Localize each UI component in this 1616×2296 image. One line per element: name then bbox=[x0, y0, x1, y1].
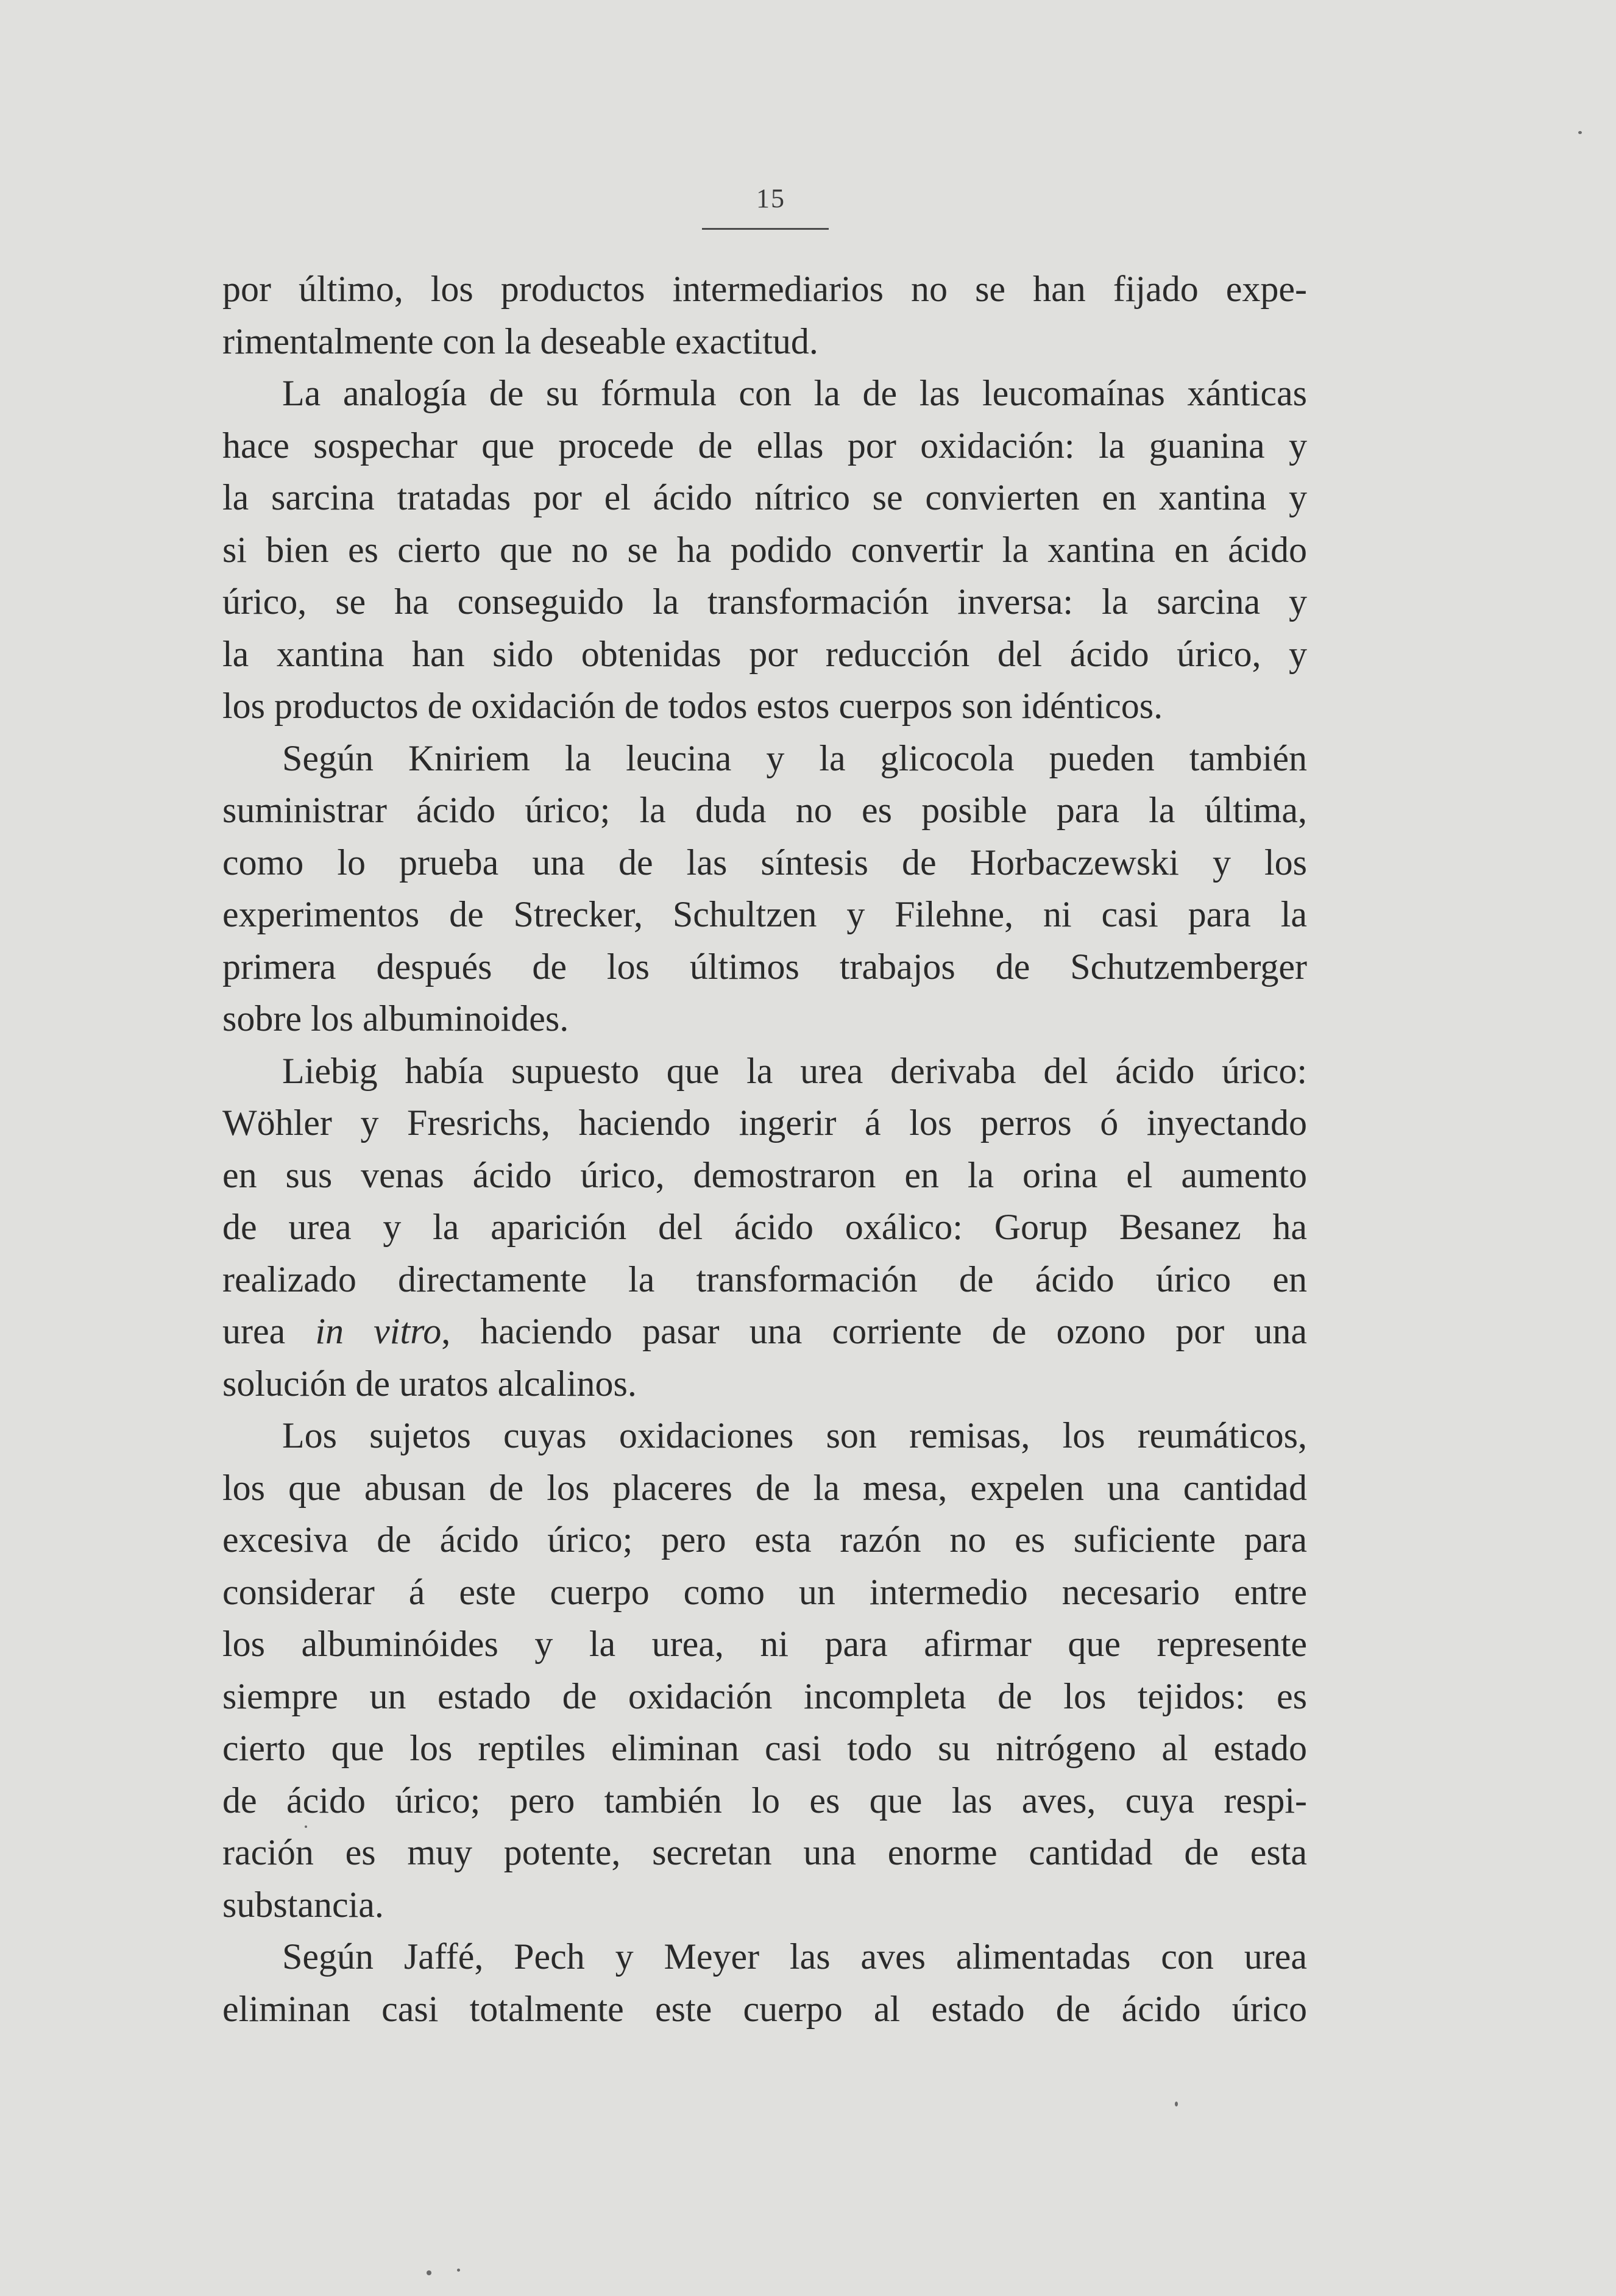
text-segment: hace sospechar que procede de ellas por oxidación: la guanina y bbox=[222, 425, 1307, 466]
text-segment: Los sujetos cuyas oxidaciones son remisas, los reumáticos, bbox=[282, 1415, 1307, 1455]
text-line bbox=[222, 628, 1307, 681]
paper-speck bbox=[305, 1825, 307, 1828]
text-segment: primera después de los últimos trabajos de Schutzemberger bbox=[222, 946, 1307, 987]
text-line bbox=[222, 733, 1307, 785]
text-line bbox=[222, 1671, 1307, 1723]
text-line bbox=[222, 941, 1307, 993]
text-segment: , haciendo pasar una corriente de ozono por una bbox=[441, 1311, 1308, 1351]
text-segment: los que abusan de los placeres de la mesa, expelen una cantidad bbox=[222, 1467, 1307, 1508]
text-segment: experimentos de Strecker, Schultzen y Filehne, ni casi para la bbox=[222, 894, 1307, 934]
page-number-rule bbox=[702, 228, 829, 230]
text-segment: ración es muy potente, secretan una enorme cantidad de esta bbox=[222, 1832, 1307, 1872]
text-line bbox=[222, 1150, 1307, 1202]
text-segment: la xantina han sido obtenidas por reducción del ácido úrico, y bbox=[222, 633, 1307, 674]
text-segment: los productos de oxidación de todos estos cuerpos son idénticos. bbox=[222, 686, 1163, 726]
text-segment: excesiva de ácido úrico; pero esta razón no es suficiente para bbox=[222, 1519, 1307, 1560]
text-line bbox=[222, 420, 1307, 472]
paper-speck bbox=[1578, 131, 1582, 134]
text-segment: considerar á este cuerpo como un intermedio necesario entre bbox=[222, 1571, 1307, 1612]
text-line bbox=[222, 680, 1307, 733]
text-line bbox=[222, 1775, 1307, 1827]
text-line bbox=[222, 1931, 1307, 1983]
text-segment: úrico, se ha conseguido la transformación inversa: la sarcina y bbox=[222, 581, 1307, 622]
text-segment: sobre los albuminoides. bbox=[222, 998, 569, 1039]
text-line bbox=[222, 889, 1307, 941]
text-segment: realizado directamente la transformación de ácido úrico en bbox=[222, 1259, 1307, 1299]
text-line bbox=[222, 837, 1307, 889]
text-line bbox=[222, 316, 1307, 368]
text-segment: suministrar ácido úrico; la duda no es posible para la última, bbox=[222, 790, 1307, 830]
text-segment: cierto que los reptiles eliminan casi todo su nitrógeno al estado bbox=[222, 1728, 1307, 1768]
text-line bbox=[222, 1722, 1307, 1775]
text-line bbox=[222, 1827, 1307, 1879]
text-line bbox=[222, 576, 1307, 628]
text-line bbox=[222, 1983, 1307, 2036]
text-line bbox=[222, 1097, 1307, 1150]
paper-speck bbox=[1175, 2102, 1178, 2106]
text-segment: de ácido úrico; pero también lo es que las aves, cuya respi- bbox=[222, 1780, 1307, 1821]
page-number: 15 bbox=[756, 183, 785, 213]
text-line bbox=[222, 1306, 1307, 1358]
text-segment: en sus venas ácido úrico, demostraron en la orina el aumento bbox=[222, 1154, 1307, 1195]
text-segment: Liebig había supuesto que la urea derivaba del ácido úrico: bbox=[282, 1050, 1307, 1091]
text-line bbox=[222, 1045, 1307, 1098]
text-segment: siempre un estado de oxidación incompleta de los tejidos: es bbox=[222, 1676, 1307, 1716]
text-line bbox=[222, 1566, 1307, 1619]
text-line bbox=[222, 1618, 1307, 1671]
text-line bbox=[222, 784, 1307, 837]
text-segment: La analogía de su fórmula con la de las leucomaínas xánticas bbox=[282, 373, 1307, 413]
text-segment: urea bbox=[222, 1311, 316, 1351]
paper-speck bbox=[427, 2270, 431, 2275]
text-line bbox=[222, 1879, 1307, 1932]
text-line bbox=[222, 263, 1307, 316]
text-line bbox=[222, 1514, 1307, 1566]
text-line bbox=[222, 1254, 1307, 1306]
text-line bbox=[222, 1410, 1307, 1462]
text-line bbox=[222, 1358, 1307, 1410]
text-segment: como lo prueba una de las síntesis de Horbaczewski y los bbox=[222, 842, 1307, 883]
paper-speck bbox=[457, 2269, 460, 2272]
italic-term: in vitro bbox=[315, 1311, 442, 1351]
text-segment: si bien es cierto que no se ha podido convertir la xantina en ácido bbox=[222, 529, 1307, 570]
body-text bbox=[222, 263, 1307, 2035]
text-segment: Según Jaffé, Pech y Meyer las aves alimentadas con urea bbox=[282, 1936, 1307, 1977]
text-line bbox=[222, 1201, 1307, 1254]
text-segment: Según Kniriem la leucina y la glicocola pueden también bbox=[282, 737, 1307, 778]
text-segment: por último, los productos intermediarios no se han fijado expe- bbox=[222, 269, 1307, 309]
text-segment: rimentalmente con la deseable exactitud. bbox=[222, 321, 818, 361]
text-line bbox=[222, 993, 1307, 1045]
text-segment: solución de uratos alcalinos. bbox=[222, 1363, 637, 1404]
text-segment: la sarcina tratadas por el ácido nítrico se convierten en xantina y bbox=[222, 477, 1307, 517]
text-segment: eliminan casi totalmente este cuerpo al estado de ácido úrico bbox=[222, 1988, 1307, 2029]
text-line bbox=[222, 368, 1307, 420]
text-segment: de urea y la aparición del ácido oxálico: Gorup Besanez ha bbox=[222, 1207, 1307, 1247]
text-line bbox=[222, 524, 1307, 577]
text-segment: substancia. bbox=[222, 1884, 384, 1925]
text-segment: Wöhler y Fresrichs, haciendo ingerir á los perros ó inyectando bbox=[222, 1103, 1307, 1143]
text-line bbox=[222, 1462, 1307, 1515]
text-line bbox=[222, 472, 1307, 524]
text-segment: los albuminóides y la urea, ni para afirmar que represente bbox=[222, 1624, 1307, 1664]
